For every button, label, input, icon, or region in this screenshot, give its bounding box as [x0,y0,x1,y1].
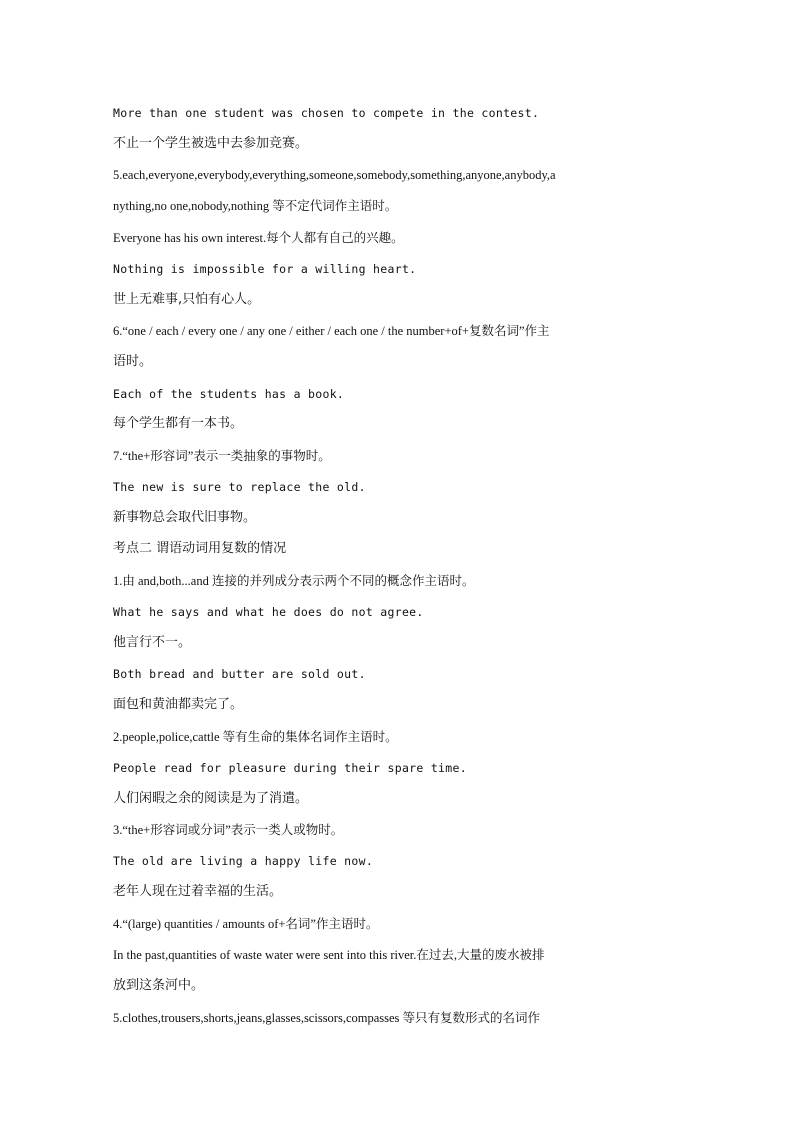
example-sentence: People read for pleasure during their spare time. [113,761,467,775]
example-sentence: Both bread and butter are sold out. [113,667,366,681]
rule-item-continued: 语时。 [113,354,153,369]
rule-item: 4.“(large) quantities / amounts of+名词”作主语时。 [113,917,379,931]
rule-item: 5.each,everyone,everybody,everything,someone,somebody,something,anyone,anybody,a [113,168,556,182]
translation: 不止一个学生被选中去参加竞赛。 [113,136,309,151]
example-sentence: The new is sure to replace the old. [113,480,366,494]
rule-item-continued: nything,no one,nobody,nothing 等不定代词作主语时。 [113,199,398,213]
rule-item: 1.由 and,both...and 连接的并列成分表示两个不同的概念作主语时。 [113,574,475,588]
rule-item: 6.“one / each / every one / any one / either / each one / the number+of+复数名词”作主 [113,324,550,338]
example-sentence: In the past,quantities of waste water were sent into this river.在过去,大量的废水被排 [113,948,545,962]
translation-continued: 放到这条河中。 [113,978,205,993]
translation: 世上无难事,只怕有心人。 [113,292,261,307]
translation: 老年人现在过着幸福的生活。 [113,884,283,899]
translation: 他言行不一。 [113,635,192,650]
example-sentence: Nothing is impossible for a willing heart. [113,262,417,276]
translation: 面包和黄油都卖完了。 [113,697,244,712]
rule-item: 5.clothes,trousers,shorts,jeans,glasses,scissors,compasses 等只有复数形式的名词作 [113,1011,541,1025]
translation: 人们闲暇之余的阅读是为了消遣。 [113,791,309,806]
translation: 每个学生都有一本书。 [113,416,244,431]
section-heading: 考点二 谓语动词用复数的情况 [113,541,287,556]
example-sentence: Each of the students has a book. [113,387,345,401]
rule-item: 3.“the+形容词或分词”表示一类人或物时。 [113,823,344,837]
example-sentence: What he says and what he does do not agree. [113,605,424,619]
translation: 新事物总会取代旧事物。 [113,510,257,525]
rule-item: 2.people,police,cattle 等有生命的集体名词作主语时。 [113,730,398,744]
example-sentence: More than one student was chosen to compete in the contest. [113,106,540,120]
example-sentence: Everyone has his own interest.每个人都有自己的兴趣。 [113,231,404,245]
rule-item: 7.“the+形容词”表示一类抽象的事物时。 [113,449,331,463]
example-sentence: The old are living a happy life now. [113,854,374,868]
